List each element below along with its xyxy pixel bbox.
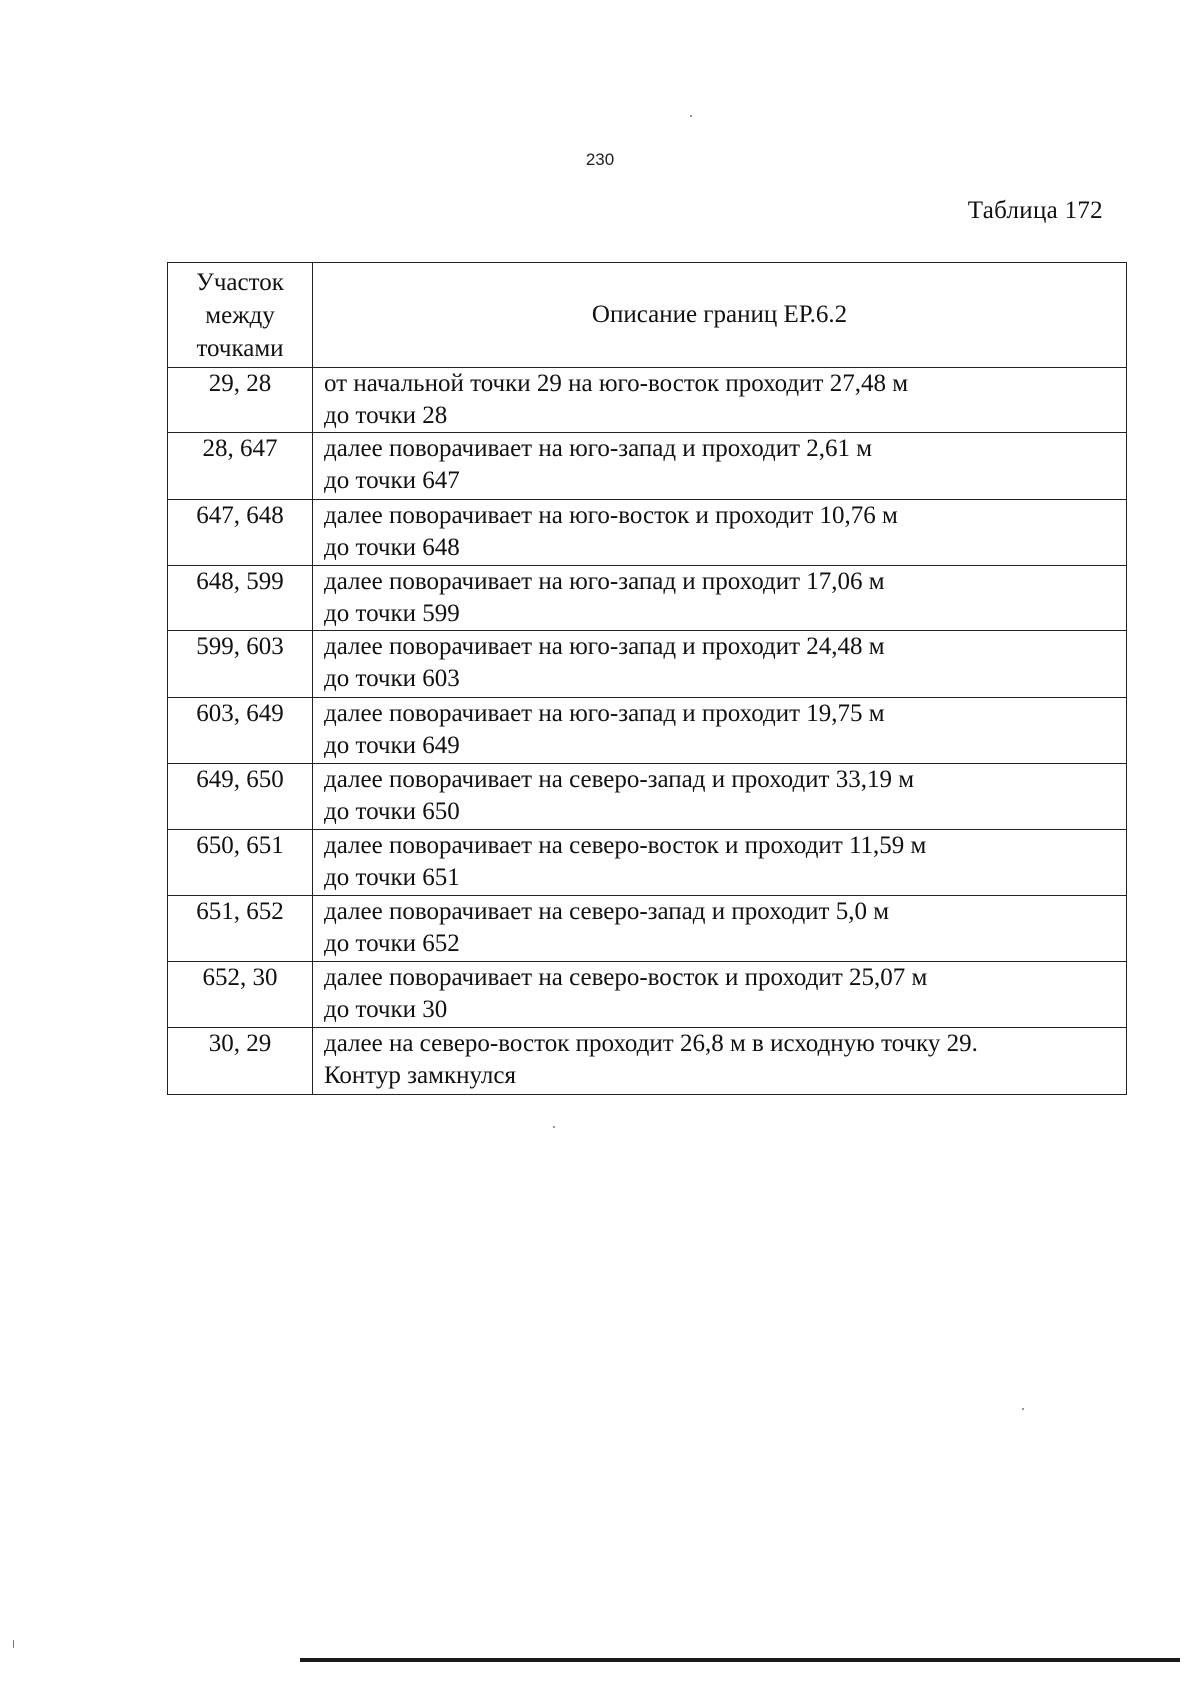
scan-speck <box>13 1640 14 1648</box>
description-cell <box>313 962 1127 1028</box>
segment-cell: 652, 30 <box>168 962 313 1028</box>
table-row <box>168 500 1127 566</box>
scan-speck <box>553 1126 555 1128</box>
segment-cell: 29, 28 <box>168 368 313 433</box>
description-line: до точки 652 <box>324 930 460 957</box>
description-line: Контур замкнулся <box>324 1062 516 1089</box>
description-line: до точки 647 <box>324 467 460 494</box>
description-cell <box>313 698 1127 764</box>
segment-header-line: между <box>205 302 275 329</box>
description-line: до точки 651 <box>324 864 460 891</box>
description-line: далее поворачивает на юго-запад и проходит 19,75 м <box>324 700 885 727</box>
scan-speck <box>690 115 692 117</box>
table-row <box>168 631 1127 698</box>
table-row <box>168 764 1127 830</box>
description-line: от начальной точки 29 на юго-восток проходит 27,48 м <box>324 370 909 397</box>
description-line: далее поворачивает на северо-восток и проходит 11,59 м <box>324 832 927 859</box>
description-line: далее поворачивает на юго-восток и проходит 10,76 м <box>324 502 898 529</box>
description-cell <box>313 830 1127 896</box>
description-line: далее поворачивает на юго-запад и проходит 17,06 м <box>324 568 885 595</box>
description-line: далее поворачивает на юго-запад и проходит 2,61 м <box>324 435 873 462</box>
page-number: 230 <box>585 150 615 169</box>
description-cell <box>313 433 1127 500</box>
table-caption: Таблица 172 <box>967 197 1103 224</box>
segment-cell: 599, 603 <box>168 631 313 698</box>
table-row <box>168 830 1127 896</box>
footer-rule <box>300 1658 1180 1662</box>
description-line: до точки 648 <box>324 534 460 561</box>
description-column-header: Описание границ ЕР.6.2 <box>313 263 1127 368</box>
description-line: далее поворачивает на северо-восток и проходит 25,07 м <box>324 964 928 991</box>
description-cell <box>313 631 1127 698</box>
segment-header-line: точками <box>196 335 284 362</box>
description-line: до точки 603 <box>324 665 460 692</box>
description-line: далее поворачивает на северо-запад и проходит 33,19 м <box>324 766 915 793</box>
table-row <box>168 566 1127 631</box>
segment-column-header <box>168 263 313 368</box>
table-body <box>168 368 1127 1095</box>
description-line: до точки 599 <box>324 600 460 627</box>
segment-header-line: Участок <box>196 269 284 296</box>
description-line: до точки 649 <box>324 732 460 759</box>
table-row <box>168 368 1127 433</box>
description-cell <box>313 500 1127 566</box>
boundary-table <box>167 262 1127 1095</box>
table-row <box>168 698 1127 764</box>
scan-speck <box>1022 1408 1024 1410</box>
table-row <box>168 1028 1127 1095</box>
table-row <box>168 962 1127 1028</box>
segment-cell: 650, 651 <box>168 830 313 896</box>
segment-cell: 603, 649 <box>168 698 313 764</box>
segment-cell: 647, 648 <box>168 500 313 566</box>
table-row <box>168 433 1127 500</box>
table-row <box>168 896 1127 962</box>
description-cell <box>313 1028 1127 1095</box>
segment-cell: 28, 647 <box>168 433 313 500</box>
segment-cell: 651, 652 <box>168 896 313 962</box>
description-cell <box>313 764 1127 830</box>
segment-cell: 648, 599 <box>168 566 313 631</box>
description-cell <box>313 566 1127 631</box>
description-line: далее на северо-восток проходит 26,8 м в исходную точку 29. <box>324 1030 978 1057</box>
table-header-row <box>168 263 1127 368</box>
segment-cell: 30, 29 <box>168 1028 313 1095</box>
description-line: до точки 28 <box>324 402 448 429</box>
description-cell <box>313 896 1127 962</box>
description-line: далее поворачивает на северо-запад и проходит 5,0 м <box>324 898 890 925</box>
description-line: далее поворачивает на юго-запад и проходит 24,48 м <box>324 633 885 660</box>
description-line: до точки 30 <box>324 996 448 1023</box>
segment-cell: 649, 650 <box>168 764 313 830</box>
description-cell <box>313 368 1127 433</box>
description-line: до точки 650 <box>324 798 460 825</box>
